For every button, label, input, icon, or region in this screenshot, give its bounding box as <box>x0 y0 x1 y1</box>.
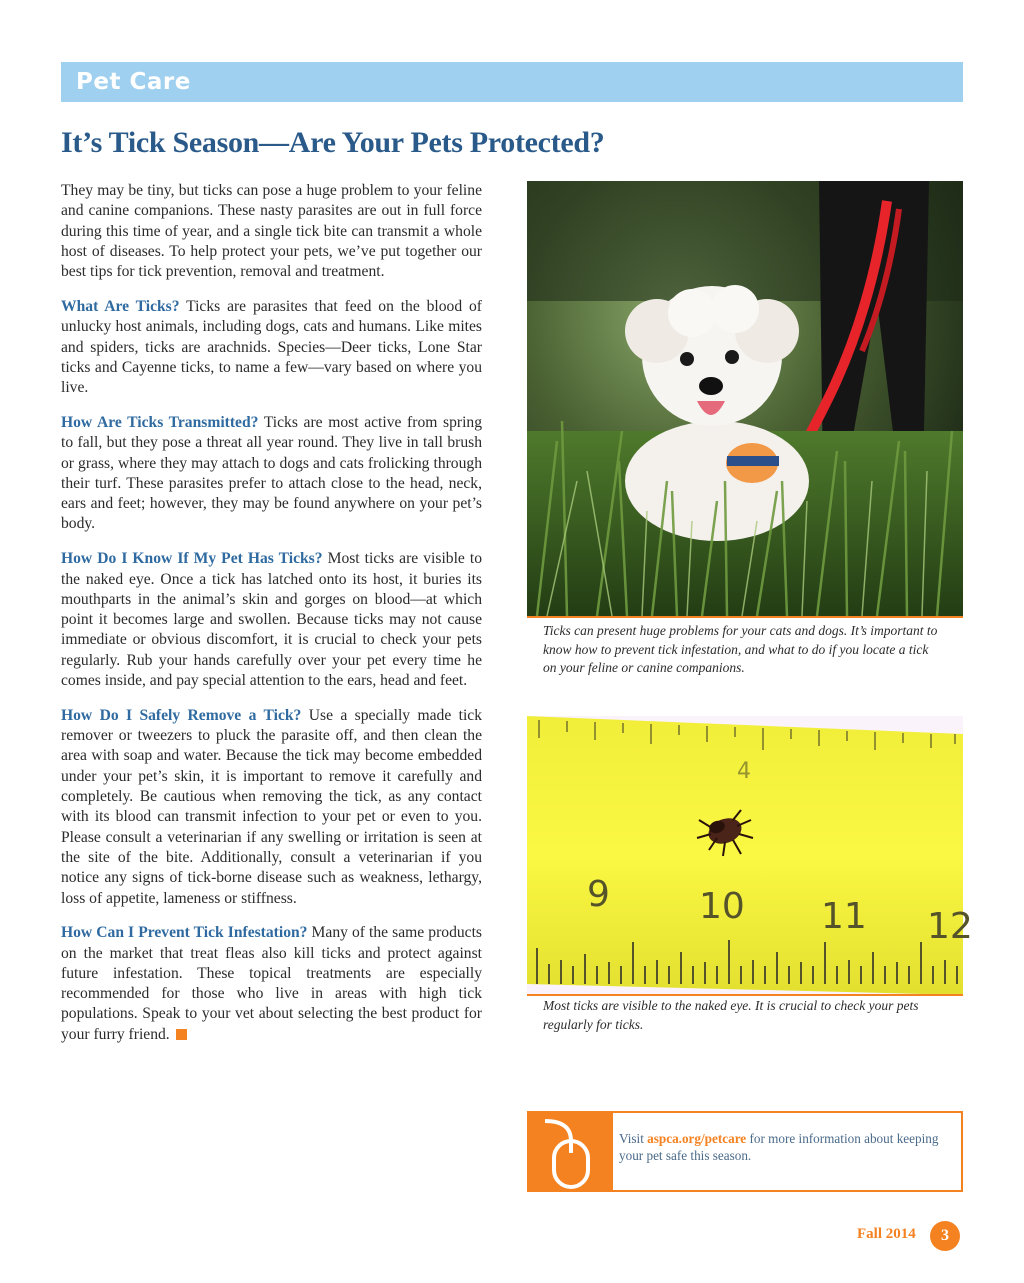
promo-link[interactable]: aspca.org/petcare <box>647 1131 747 1146</box>
section-paragraph <box>61 297 482 398</box>
section-paragraph <box>61 706 482 909</box>
ruler-number: 4 <box>737 759 751 784</box>
section-heading: How Are Ticks Transmitted? <box>61 413 259 431</box>
ruler-number: 12 <box>927 906 973 947</box>
caption-line: know how to prevent tick infestation, and what to do if you locate a tick <box>543 641 929 657</box>
caption-line: on your feline or canine companions. <box>543 660 745 675</box>
caption-line: Most ticks are visible to the naked eye. It is crucial to check your pets <box>543 998 919 1013</box>
ruler-photo <box>527 716 973 995</box>
page-number: 3 <box>930 1221 960 1251</box>
caption-line: Ticks can present huge problems for your cats and dogs. It’s important to <box>543 623 938 638</box>
promo-suffix: for more information about keeping your pet safe this season. <box>619 1131 939 1163</box>
article-body <box>61 181 482 1060</box>
section-text: Ticks are most active from spring to fall, but they pose a threat all year round. They live in tall brush or grass, where they may attach to dogs and cats frolicking through their turf. These parasites prefer to attach close to the head, neck, ears and feet; however, they may be found anywhere on your pet’s body. <box>61 413 483 533</box>
dog-caption <box>543 622 959 678</box>
section-text: Many of the same products on the market that treat fleas also kill ticks and protect against future infestation. These topical treatments are especially recommended for those who live in areas with high tick populations. Speak to your vet about selecting the best product for your furry friend. <box>61 924 482 1043</box>
end-mark-icon <box>176 1029 187 1040</box>
ruler-number: 9 <box>587 874 610 915</box>
intro-paragraph: They may be tiny, but ticks can pose a huge problem to your feline and canine companions. These nasty parasites are out in full force during this time of year, and a single tick bite can transmit a whole host of diseases. To help protect your pets, we’ve put together our best tips for tick prevention, removal and treatment. <box>61 182 482 281</box>
section-label: Pet Care <box>76 69 191 95</box>
section-text: Most ticks are visible to the naked eye. Once a tick has latched onto its host, it buries its mouthparts in the animal’s skin and gorges on blood—at which point it becomes large and swollen. Because ticks may not cause immediate or obvious discomfort, it is crucial to check your pets regularly. Rub your hands carefully over your pet every time he comes inside, and pay special attention to the ears, head and feet. <box>61 550 482 690</box>
section-heading: What Are Ticks? <box>61 297 180 315</box>
section-text: Ticks are parasites that feed on the blood of unlucky host animals, including dogs, cats and humans. Like mites and spiders, ticks are arachnids. Species—Deer ticks, Lone Star ticks and Cayenne ticks, to name a few—vary based on where you live. <box>61 297 482 397</box>
promo-icon-panel <box>529 1113 613 1190</box>
mouse-icon <box>529 1113 613 1190</box>
caption-rule <box>527 616 963 618</box>
article-title: It’s Tick Season—Are Your Pets Protected? <box>61 126 605 159</box>
section-text: Use a specially made tick remover or tweezers to pluck the parasite off, and then clean the area with soap and water. Because the tick may become embedded under your pet’s skin, it is important to remove it carefully and completely. Be cautious when removing the tick, as any contact with its blood can transmit infection to your pet or even to you. Please consult a veterinarian if any swelling or irritation is seen at the site of the bite. Additionally, consult a veterinarian if you notice any signs of tick-borne disease such as weakness, lethargy, loss of appetite, lameness or stiffness. <box>61 706 482 907</box>
section-heading: How Do I Safely Remove a Tick? <box>61 706 302 724</box>
ruler-caption <box>543 997 959 1034</box>
ruler-number: 11 <box>821 896 867 937</box>
dog-photo <box>527 181 963 616</box>
ruler-number: 10 <box>699 886 745 927</box>
dog-in-grass-image <box>527 181 963 616</box>
promo-box <box>527 1111 963 1192</box>
promo-prefix: Visit <box>619 1131 648 1146</box>
promo-text <box>619 1131 939 1164</box>
section-heading: How Can I Prevent Tick Infestation? <box>61 924 308 942</box>
section-paragraph <box>61 923 482 1045</box>
issue-label: Fall 2014 <box>857 1226 916 1242</box>
caption-rule <box>527 994 963 996</box>
section-banner <box>61 62 963 102</box>
caption-line: regularly for ticks. <box>543 1016 644 1032</box>
tick-on-ruler-image <box>527 716 973 995</box>
section-paragraph <box>61 549 482 691</box>
section-heading: How Do I Know If My Pet Has Ticks? <box>61 550 323 568</box>
section-paragraph <box>61 413 482 535</box>
